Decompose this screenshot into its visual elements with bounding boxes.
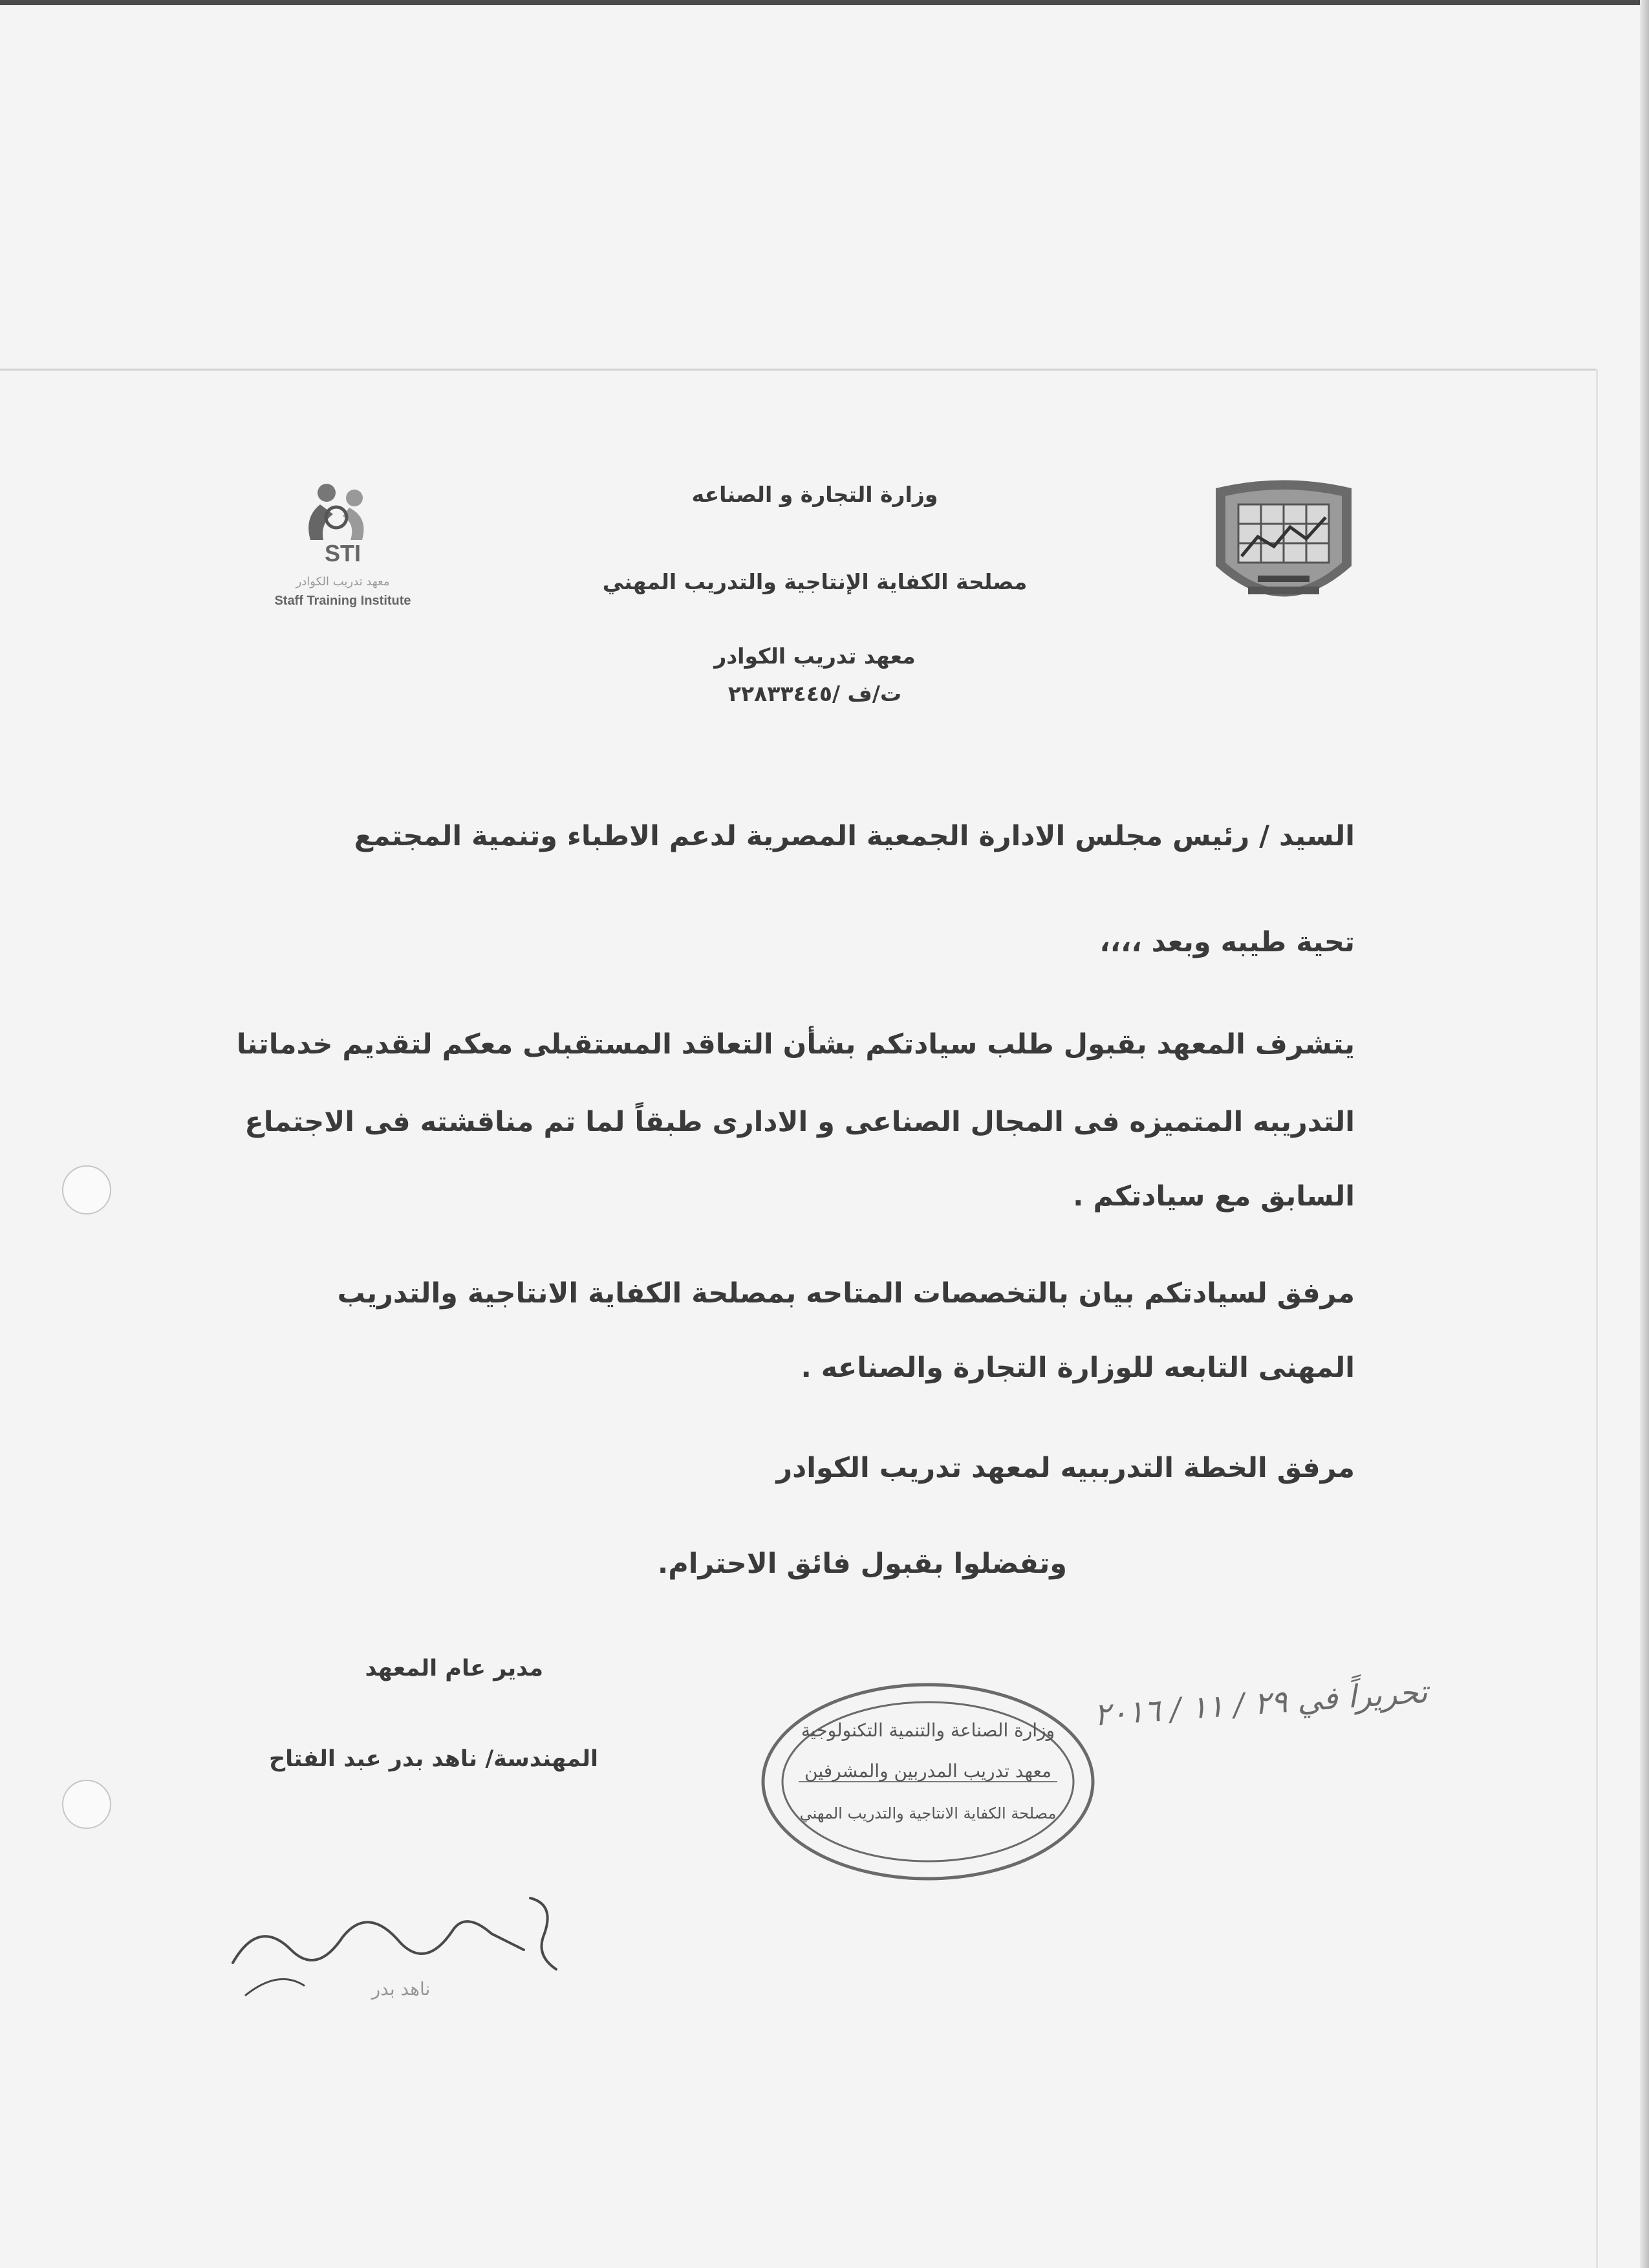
sti-logo-abbrev: STI [324, 540, 361, 567]
sti-logo-arabic: معهد تدريب الكوادر [296, 575, 390, 589]
punch-hole [62, 1165, 111, 1215]
punch-hole [62, 1780, 111, 1829]
signatory-title: مدير عام المعهد [365, 1656, 543, 1681]
paragraph-2-line: مرفق لسيادتكم بيان بالتخصصات المتاحه بمصلحة الكفاية الانتاجية والتدريب [337, 1277, 1355, 1310]
handwritten-date-text: تحريراً في ٢٩ / ١١ / ٢٠١٦ [1092, 1674, 1429, 1733]
paper-right-edge [1640, 0, 1649, 2268]
paragraph-1-line: السابق مع سيادتكم . [1073, 1180, 1355, 1213]
signatory-name: المهندسة/ ناهد بدر عبد الفتاح [268, 1746, 598, 1772]
handwritten-date-note [1061, 1662, 1461, 1740]
paper-fold-line-vertical [1596, 369, 1598, 2268]
paragraph-1-line: التدريبه المتميزه فى المجال الصناعى و الادارى طبقاً لما تم مناقشته فى الاجتماع [244, 1106, 1355, 1138]
letterhead-ministry: وزارة التجارة و الصناعه [691, 482, 938, 507]
handwritten-signature [220, 1872, 582, 2002]
signature-text: ناهد بدر [371, 1978, 431, 2000]
paragraph-1-line: يتشرف المعهد بقبول طلب سيادتكم بشأن التعاقد المستقبلى معكم لتقديم خدماتنا [236, 1028, 1355, 1061]
letterhead-phone: ت/ف /٢٢٨٣٣٤٤٥ [727, 681, 902, 706]
paragraph-3: مرفق الخطة التدرببيه لمعهد تدريب الكوادر [776, 1452, 1355, 1484]
letter-greeting: تحية طيبه وبعد ،،،، [1099, 926, 1355, 958]
stamp-text-lower: مصلحة الكفاية الانتاجية والتدريب المهني [799, 1804, 1057, 1822]
letterhead-authority: مصلحة الكفاية الإنتاجية والتدريب المهني [602, 569, 1028, 594]
official-stamp [753, 1675, 1103, 1888]
paper-top-edge [0, 0, 1649, 5]
letterhead-institute: معهد تدريب الكوادر [714, 643, 916, 669]
stamp-text-middle: معهد تدريب المدربين والمشرفين [804, 1760, 1051, 1782]
paper-fold-line [0, 369, 1597, 371]
sti-logo [259, 479, 427, 618]
sti-logo-english: Staff Training Institute [274, 594, 411, 608]
letter-closing: وتفضلوا بقبول فائق الاحترام. [657, 1548, 1067, 1580]
stamp-text-outer: وزارة الصناعة والتنمية التكنولوجية [801, 1720, 1055, 1741]
paragraph-2-line: المهنى التابعه للوزارة التجارة والصناعه . [801, 1352, 1355, 1384]
letter-addressee: السيد / رئيس مجلس الادارة الجمعية المصرية لدعم الاطباء وتنمية المجتمع [354, 820, 1355, 852]
ministry-emblem-logo [1203, 475, 1364, 621]
